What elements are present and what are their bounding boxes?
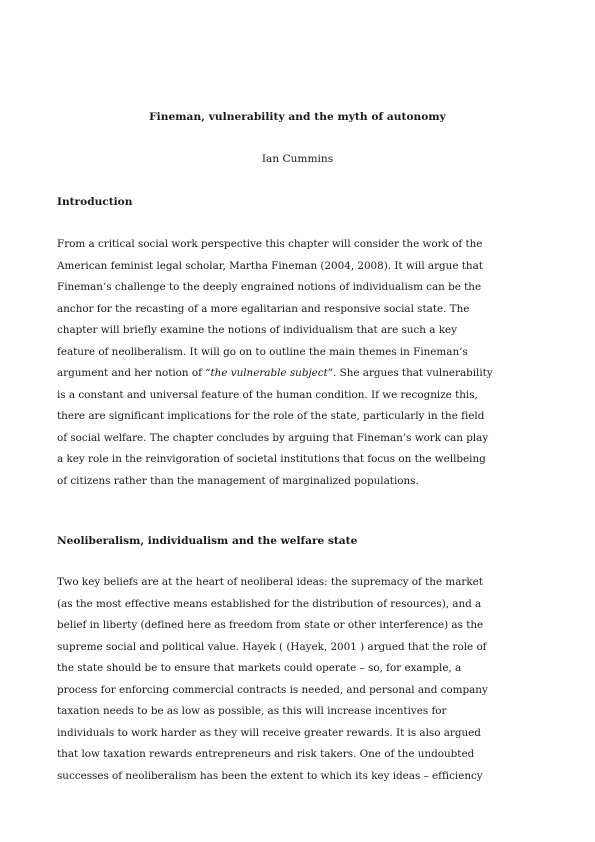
text-line: Fineman’s challenge to the deeply engrained notions of individualism can be the	[57, 281, 482, 293]
text-line: process for enforcing commercial contracts is needed, and personal and company	[57, 683, 488, 696]
text-line: supreme social and political value. Hayek ( (Hayek, 2001 ) argued that the role of	[57, 640, 487, 653]
text-line: chapter will briefly examine the notions of individualism that are such a key	[57, 324, 457, 336]
italic-quote: “the vulnerable subject”	[205, 367, 334, 379]
section-heading-neoliberalism: Neoliberalism, individualism and the welfare state	[57, 535, 358, 547]
section-body-neoliberalism	[57, 572, 547, 787]
text-line: belief in liberty (defined here as freedom from state or other interference) as the	[57, 619, 484, 631]
document-author: Ian Cummins	[261, 153, 334, 165]
section-body-introduction	[57, 234, 547, 492]
text-line: individuals to work harder as they will receive greater rewards. It is also argued	[57, 726, 481, 739]
text-line: a key role in the reinvigoration of societal institutions that focus on the wellbeing	[57, 453, 486, 465]
text-line: taxation needs to be as low as possible, as this will increase incentives for	[57, 705, 447, 717]
text-line: Two key beliefs are at the heart of neoliberal ideas: the supremacy of the market	[57, 576, 483, 588]
text-line: is a constant and universal feature of the human condition. If we recognize this,	[57, 388, 478, 401]
text-line: that low taxation rewards entrepreneurs and risk takers. One of the undoubted	[57, 748, 475, 760]
text-line: the state should be to ensure that markets could operate – so, for example, a	[57, 662, 462, 674]
text-line: successes of neoliberalism has been the extent to which its key ideas – efficiency	[57, 769, 483, 782]
text-line: of citizens rather than the management of marginalized populations.	[57, 474, 419, 487]
section-heading-introduction: Introduction	[57, 196, 133, 208]
text-line: American feminist legal scholar, Martha Fineman (2004, 2008). It will argue that	[57, 259, 483, 272]
text-line: From a critical social work perspective this chapter will consider the work of the	[57, 238, 483, 250]
text-line: there are significant implications for the role of the state, particularly in the field	[57, 410, 485, 422]
text-line: of social welfare. The chapter concludes by arguing that Fineman’s work can play	[57, 431, 489, 444]
document-title: Fineman, vulnerability and the myth of autonomy	[149, 111, 446, 123]
text-line: anchor for the recasting of a more egalitarian and responsive social state. The	[57, 302, 470, 315]
text-line: (as the most effective means established for the distribution of resources), and a	[57, 597, 482, 610]
text-line: feature of neoliberalism. It will go on to outline the main themes in Fineman’s	[57, 345, 468, 358]
text-line: argument and her notion of “the vulnerable subject”. She argues that vulnerability	[57, 367, 493, 379]
